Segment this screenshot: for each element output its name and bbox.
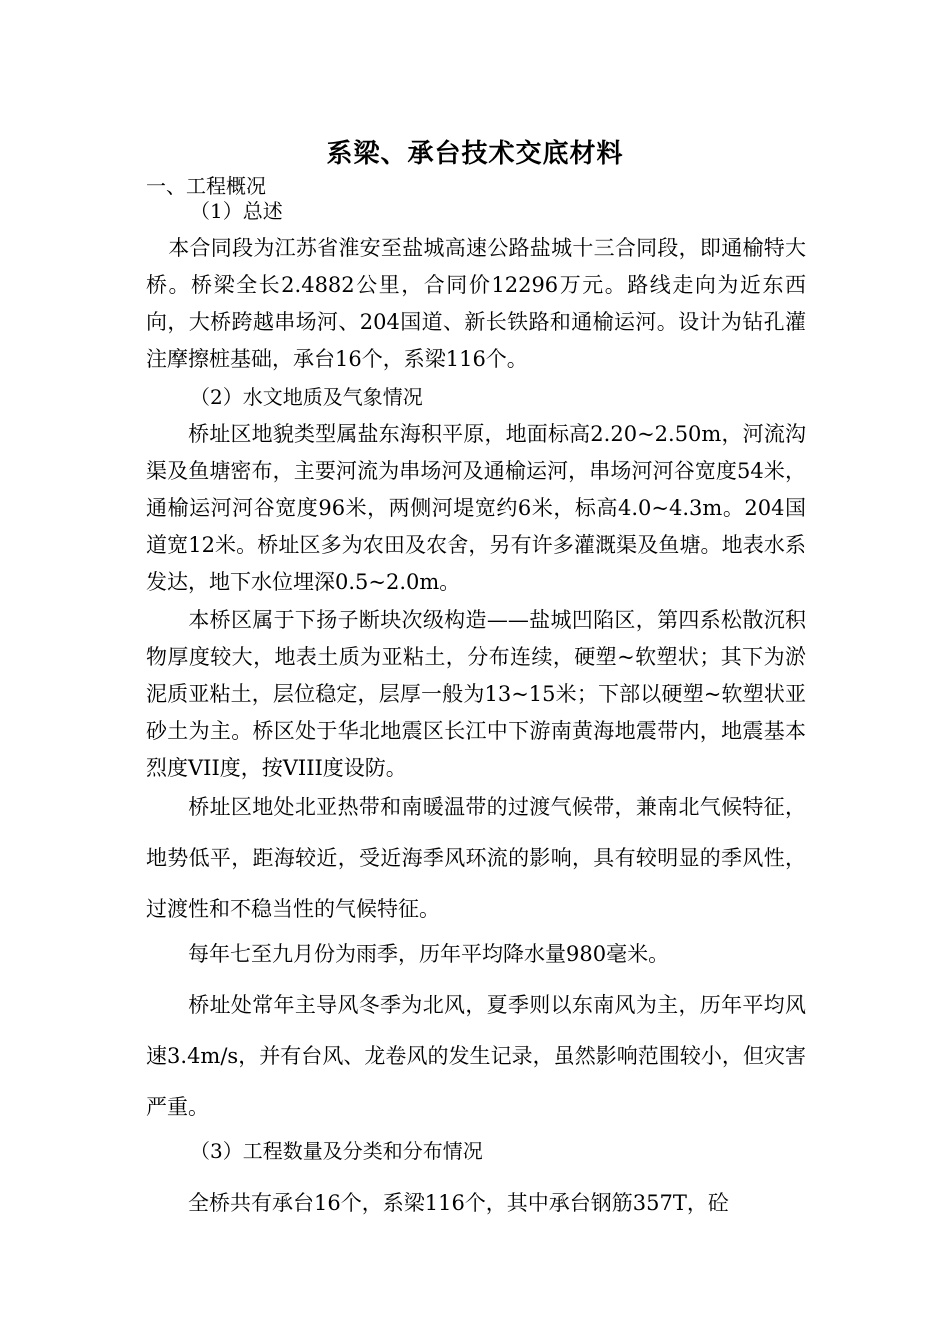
hydrology-paragraph-1 — [146, 416, 806, 601]
wind-text: 桥址处常年主导风冬季为北风，夏季则以东南风为主，历年平均风速3.4m/s，并有台风、龙卷风的发生记录，虽然影响范围较小，但灾害严重。 — [146, 993, 806, 1119]
geology-text: 本桥区属于下扬子断块次级构造——盐城凹陷区，第四系松散沉积物厚度较大，地表土质为亚粘土，分布连续，硬塑~软塑状；其下为淤泥质亚粘土，层位稳定，层厚一般为13~15米；下部以硬塑~软塑状亚砂土为主。桥区处于华北地震区长江中下游南黄海地震带内，地震基本烈度VII度，按VIII度设防。 — [146, 608, 806, 780]
overview-text: 本合同段为江苏省淮安至盐城高速公路盐城十三合同段，即通榆特大桥。桥梁全长2.4882公里，合同价12296万元。路线走向为近东西向，大桥跨越串场河、204国道、新长铁路和通榆运河。设计为钻孔灌注摩擦桩基础，承台16个，系梁116个。 — [146, 236, 806, 371]
subsection-hydrology-label: （2）水文地质及气象情况 — [190, 385, 423, 409]
rainfall-text: 每年七至九月份为雨季，历年平均降水量980毫米。 — [188, 942, 670, 966]
climate-text: 桥址区地处北亚热带和南暖温带的过渡气候带，兼南北气候特征，地势低平，距海较近，受近海季风环流的影响，具有较明显的季风性，过渡性和不稳当性的气候特征。 — [146, 795, 806, 921]
overview-paragraph — [146, 230, 806, 378]
quantity-text: 全桥共有承台16个，系梁116个，其中承台钢筋357T，砼 — [188, 1191, 729, 1215]
wind-paragraph — [146, 980, 806, 1133]
quantity-paragraph — [146, 1178, 806, 1229]
rainfall-paragraph — [146, 929, 806, 980]
section-heading: 一、工程概况 — [146, 174, 266, 198]
document-title: 系梁、承台技术交底材料 — [326, 139, 624, 169]
subsection-quantity-label: （3）工程数量及分类和分布情况 — [190, 1139, 483, 1163]
subsection-overview-label: （1）总述 — [190, 199, 283, 223]
hydrology-text-1: 桥址区地貌类型属盐东海积平原，地面标高2.20~2.50m，河流沟渠及鱼塘密布，主要河流为串场河及通榆运河，串场河河谷宽度54米，通榆运河河谷宽度96米，两侧河堤宽约6米，标高4.0~4.3m。204国道宽12米。桥址区多为农田及农舍，另有许多灌溉渠及鱼塘。地表水系发达，地下水位埋深0.5~2.0m。 — [146, 422, 806, 594]
geology-paragraph — [146, 602, 806, 787]
climate-paragraph — [146, 782, 806, 935]
